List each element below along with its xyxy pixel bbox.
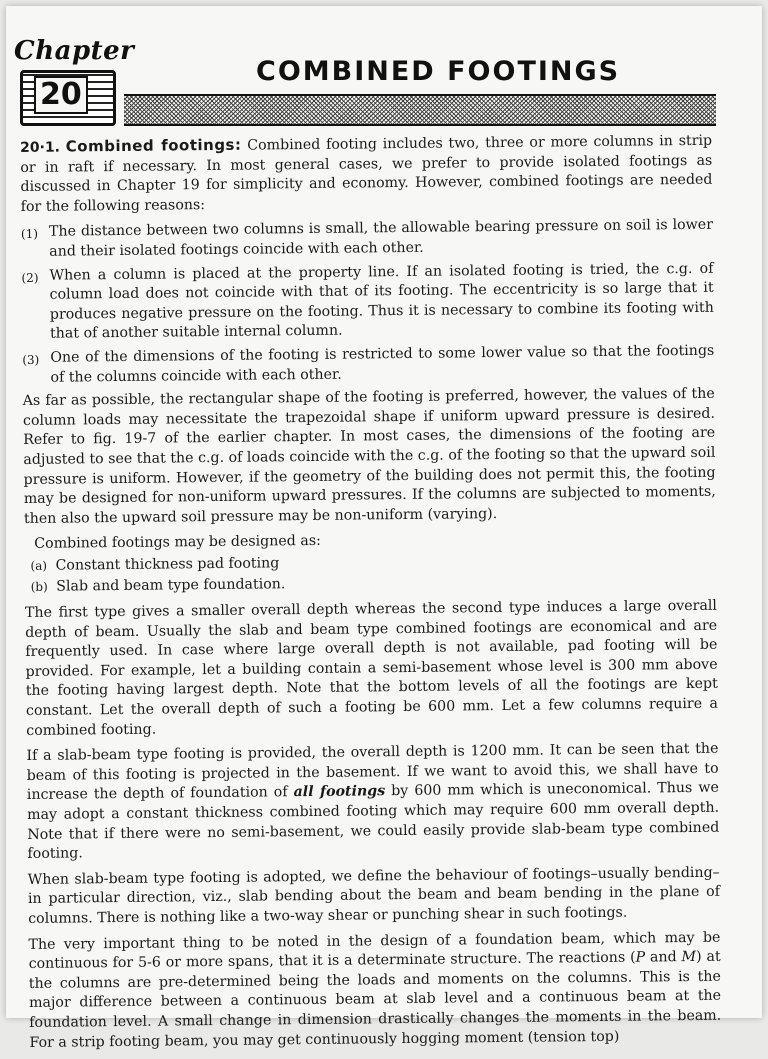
- option-marker: (b): [30, 580, 48, 595]
- paragraph-shape: As far as possible, the rectangular shape of the footing is preferred, however, the values of the column loads may necessitate the trapezoidal shape if uniform upward pressure is desired. Refer to fig. 19-7 of the earlier chapter. In most cases, the dimensions of the footing are adjusted to see that the c.g. of loads coincide with the c.g. of the footing so that the upward soil pressure is uniform. However, if the geometry of the building does not permit this, the footing may be designed for non-uniform upward pressures. If the columns are subjected to moments, then also the upward soil pressure may be non-uniform (varying).: [22, 385, 716, 527]
- text-run: If a slab-beam type footing is provided, the overall depth is 1200 mm. It can be seen that the beam of this footing is projected in the basement. If we want to avoid this, we shall have to increase the depth of foundation of: [26, 740, 719, 804]
- paragraph-slab-beam: [26, 740, 719, 865]
- text-run: ) at the columns are pre-determined being the loads and moments on the columns. This is the major difference between a continuous beam at slab level and a continuous beam at the foundation level. A small change in dimension drastically changes the moments in the beam. For a strip footing beam, you may get continuously hogging moment (tension top): [28, 948, 722, 1051]
- reason-text: One of the dimensions of the footing is restricted to some lower value so that the footings of the columns coincide with each other.: [50, 342, 715, 386]
- reason-item: [21, 216, 713, 262]
- reason-marker: (1): [20, 227, 39, 242]
- section-title: Combined footings:: [65, 135, 242, 156]
- page-body: [20, 131, 722, 1059]
- section-number: 20·1.: [20, 139, 61, 156]
- paragraph-types: The first type gives a smaller overall depth whereas the second type induces a large overall depth of beam. Usually the slab and beam type combined footings are economical and are frequently used. In case where large overall depth is not available, pad footing will be provided. For example, let a building contain a semi-basement whose level is 300 mm above the footing having largest depth. Note that the bottom levels of all the footings are kept constant. Let the overall depth of such a footing be 600 mm. Let a few columns require a combined footing.: [24, 597, 719, 739]
- chapter-badge: [12, 34, 135, 130]
- text-run: by 600 mm which is uneconomical. Thus we may adopt a constant thickness combined footing which may require 600 mm overall depth. Note that if there were no semi-basement, we could easily provide slab-beam type combined footing.: [27, 780, 720, 863]
- chapter-label: Chapter: [14, 36, 135, 66]
- paragraph-foundation-beam: [28, 928, 721, 1053]
- option-text: Slab and beam type foundation.: [56, 576, 286, 596]
- section-intro-text: Combined footing includes two, three or more columns in strip or in raft if necessary. In most general cases, we prefer to provide isolated footings as discussed in Chapter 19 for simplicity and economy. However, combined footings are needed for the following reasons:: [20, 132, 713, 215]
- option-text: Constant thickness pad footing: [55, 555, 280, 574]
- reason-item: [22, 342, 714, 388]
- section-intro: [20, 131, 713, 218]
- reason-marker: (3): [22, 352, 40, 367]
- text-run: and: [645, 949, 682, 966]
- chapter-number: 20: [34, 76, 88, 114]
- text-run: The very important thing to be noted in the design of a foundation beam, which may be continuous for 5-6 or more spans, that it is a determinate structure. The reactions (: [28, 929, 721, 973]
- emphasis: all footings: [293, 783, 386, 801]
- reason-marker: (2): [21, 270, 39, 285]
- option-marker: (a): [30, 558, 48, 573]
- reason-item: [21, 259, 714, 345]
- designed-as-lead: Combined footings may be designed as:: [34, 533, 321, 553]
- paragraph-behaviour: When slab-beam type footing is adopted, we define the behaviour of footings–usually bending–in particular direction, viz., slab bending about the beam and beam bending in the plane of columns. There is nothing like a two-way shear or punching shear in such footings.: [27, 864, 721, 927]
- chapter-title: COMBINED FOOTINGS: [256, 56, 621, 87]
- reason-text: When a column is placed at the property line. If an isolated footing is tried, the c.g. of column load does not coincide with that of its footing. The eccentricity is so large that it produces negative pressure on the footing. Thus it is necessary to combine its footing with that of another suitable internal column.: [49, 260, 714, 343]
- symbol-m: M: [681, 949, 697, 966]
- title-hatch-band: [124, 94, 716, 126]
- book-page: [6, 6, 762, 1051]
- reason-text: The distance between two columns is small, the allowable bearing pressure on soil is lower and their isolated footings coincide with each other.: [48, 217, 714, 260]
- symbol-p: P: [635, 949, 646, 966]
